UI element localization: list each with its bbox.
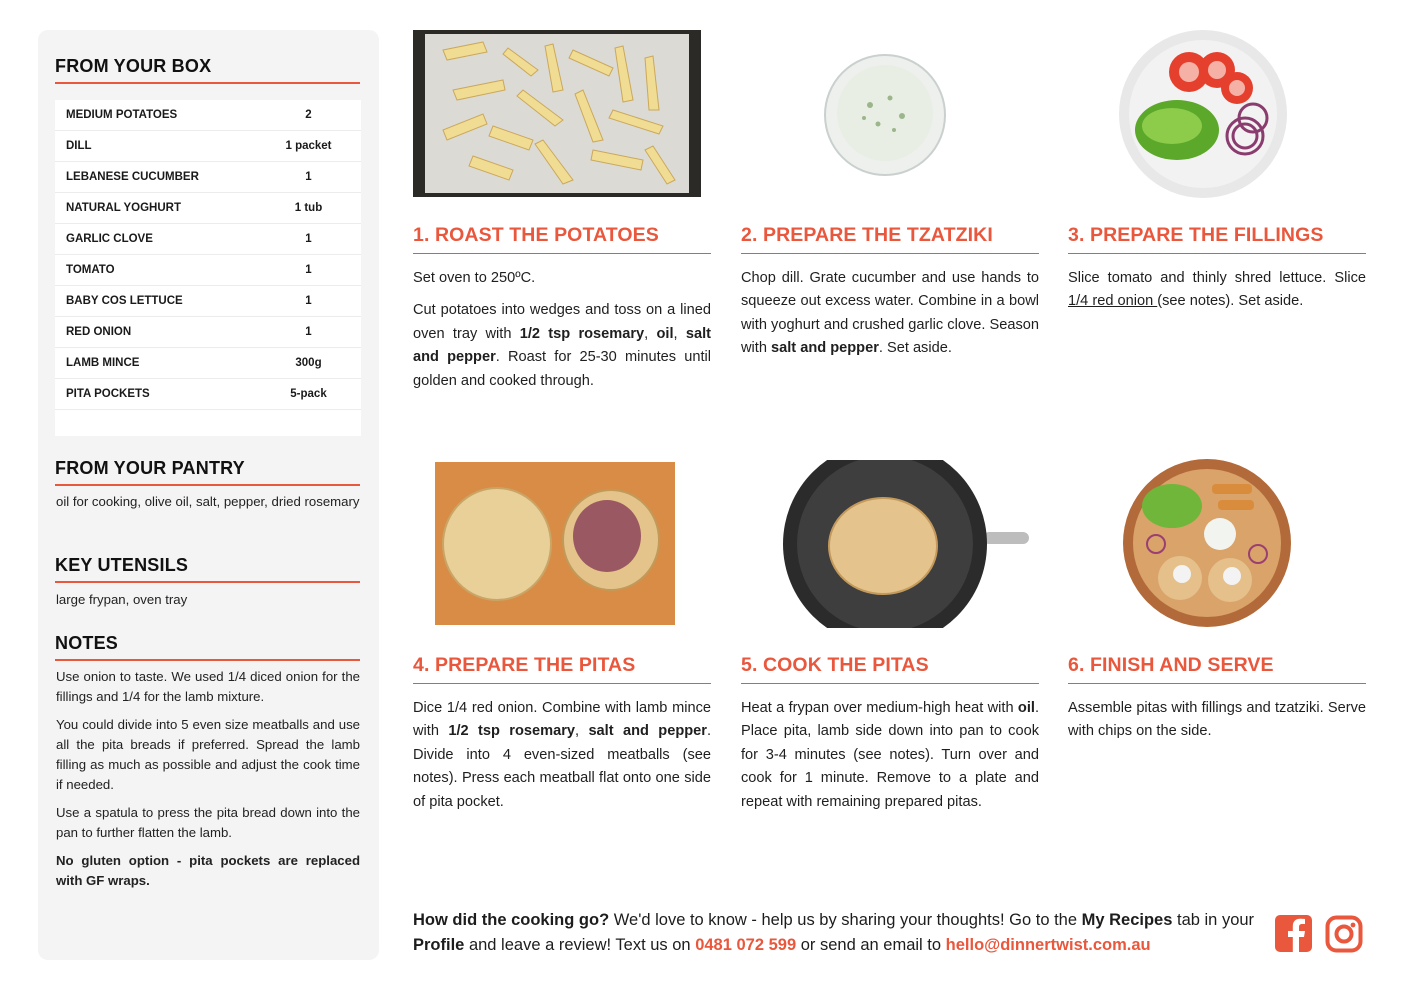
footer-question: How did the cooking go?: [413, 911, 610, 929]
ingredient-qty: 1: [305, 233, 312, 245]
ingredient-qty: 1: [305, 326, 312, 338]
table-row: [55, 224, 361, 255]
ingredient-qty: 1: [305, 295, 312, 307]
step-6-body: [1068, 697, 1366, 753]
box-title: FROM YOUR BOX: [55, 56, 360, 84]
ingredient-qty: 1: [305, 264, 312, 276]
note-item: Use a spatula to press the pita bread down into the pan to further flatten the lamb.: [56, 805, 360, 840]
feedback-footer: How did the cooking go? We'd love to know - help us by sharing your thoughts! Go to the My Recipes tab in your Profile and leave a review! Text us on 0481 072 599 or send an email to hello@dinnertwist.com.au: [413, 911, 1255, 954]
pantry-text: oil for cooking, olive oil, salt, pepper, dried rosemary: [56, 494, 360, 509]
ingredient-qty: 300g: [295, 357, 322, 369]
step-2-title: 2. PREPARE THE TZATZIKI: [741, 224, 1039, 254]
notes-title: NOTES: [55, 633, 360, 661]
step-4-text: Dice 1/4 red onion. Combine with lamb mince with 1/2 tsp rosemary, salt and pepper. Divide into 4 even-sized meatballs (see notes). Press each meatball flat onto one side of pita pocket.: [413, 700, 712, 810]
step-6-title: 6. FINISH AND SERVE: [1068, 654, 1366, 684]
facebook-icon[interactable]: [1275, 915, 1312, 952]
table-row: [55, 286, 361, 317]
ingredient-name: GARLIC CLOVE: [66, 233, 153, 245]
pitas-board-photo: [435, 462, 675, 625]
ingredient-name: MEDIUM POTATOES: [66, 109, 178, 121]
tzatziki-bowl-photo: [820, 50, 950, 180]
step-5-body: [741, 697, 1039, 823]
step-1-text: Cut potatoes into wedges and toss on a lined oven tray with 1/2 tsp rosemary, oil, salt and pepper. Roast for 25-30 minutes until golden and cooked through.: [413, 302, 712, 389]
step-2-text: Chop dill. Grate cucumber and use hands to squeeze out excess water. Combine in a bowl with yoghurt and crushed garlic clove. Season with salt and pepper. Set aside.: [741, 270, 1039, 357]
box-ingredients-table: [55, 100, 361, 436]
roasted-potatoes-photo: [413, 30, 701, 197]
step-3-text: Slice tomato and thinly shred lettuce. Slice 1/4 red onion (see notes). Set aside.: [1068, 270, 1366, 310]
instagram-icon[interactable]: [1325, 915, 1363, 953]
step-2-body: [741, 267, 1039, 370]
step-1-text: Set oven to 250ºC.: [413, 270, 536, 286]
ingredient-name: DILL: [66, 140, 92, 152]
step-4-body: [413, 697, 711, 823]
ingredient-name: TOMATO: [66, 264, 115, 276]
step-3-body: [1068, 267, 1366, 323]
ingredient-name: NATURAL YOGHURT: [66, 202, 181, 214]
step-4-title: 4. PREPARE THE PITAS: [413, 654, 711, 684]
ingredient-name: PITA POCKETS: [66, 388, 150, 400]
profile-link: Profile: [413, 936, 465, 954]
step-5-text: Heat a frypan over medium-high heat with oil. Place pita, lamb side down into pan to cook for 3-4 minutes (see notes). Turn over and cook for 1 minute. Remove to a plate and repeat with remaining prepared pitas.: [741, 700, 1039, 810]
pantry-title: FROM YOUR PANTRY: [55, 458, 360, 486]
ingredients-sidebar: [38, 30, 379, 960]
ingredient-name: BABY COS LETTUCE: [66, 295, 183, 307]
ingredient-qty: 1 tub: [294, 202, 323, 214]
table-row: [55, 379, 361, 410]
email-link[interactable]: hello@dinnertwist.com.au: [945, 936, 1151, 954]
ingredient-name: LEBANESE CUCUMBER: [66, 171, 199, 183]
phone-number[interactable]: 0481 072 599: [695, 936, 797, 954]
table-row: [55, 348, 361, 379]
table-row: [55, 162, 361, 193]
note-item: You could divide into 5 even size meatballs and use all the pita breads if preferred. Spread the lamb filling as much as possible and adjust the cook time if needed.: [56, 717, 360, 792]
ingredient-qty: 1: [305, 171, 312, 183]
utensils-title: KEY UTENSILS: [55, 555, 360, 583]
step-1-title: 1. ROAST THE POTATOES: [413, 224, 711, 254]
table-row: [55, 100, 361, 131]
my-recipes-link: My Recipes: [1081, 911, 1173, 929]
note-gluten-free: No gluten option - pita pockets are replaced with GF wraps.: [56, 853, 360, 888]
step-6-text: Assemble pitas with fillings and tzatziki. Serve with chips on the side.: [1068, 700, 1366, 740]
table-row: [55, 131, 361, 162]
notes-text: [56, 667, 360, 899]
finished-dish-photo: [1122, 458, 1292, 628]
step-3-title: 3. PREPARE THE FILLINGS: [1068, 224, 1366, 254]
step-1-body: [413, 267, 711, 402]
table-row: [55, 193, 361, 224]
ingredient-name: LAMB MINCE: [66, 357, 140, 369]
ingredient-qty: 1 packet: [285, 140, 332, 152]
step-5-title: 5. COOK THE PITAS: [741, 654, 1039, 684]
ingredient-name: RED ONION: [66, 326, 132, 338]
table-row: [55, 255, 361, 286]
utensils-text: large frypan, oven tray: [56, 592, 188, 607]
ingredient-qty: 2: [305, 109, 312, 121]
note-item: Use onion to taste. We used 1/4 diced onion for the fillings and 1/4 for the lamb mixture.: [56, 669, 360, 704]
pita-frypan-photo: [783, 460, 1033, 628]
ingredient-qty: 5-pack: [290, 388, 327, 400]
fillings-plate-photo: [1117, 30, 1289, 198]
table-row: [55, 317, 361, 348]
